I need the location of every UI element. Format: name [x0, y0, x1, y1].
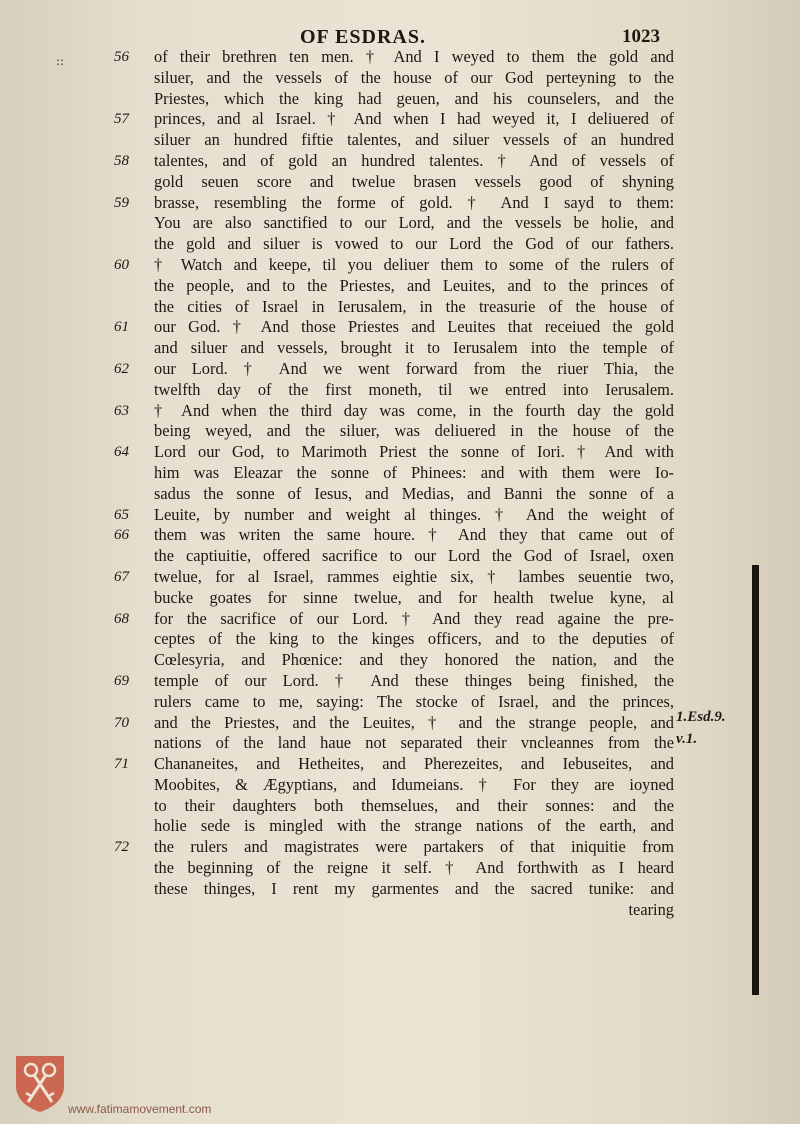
- verse-number: 68: [114, 610, 129, 627]
- verse-number: [114, 588, 150, 609]
- text-line: † And when the third day was come, in the fourth day the gold: [154, 400, 674, 420]
- text-line: holie sede is mingled with the strange nations of the earth, and: [154, 816, 674, 836]
- verse-number-column: [114, 47, 150, 879]
- verse-number: [114, 297, 150, 318]
- verse-number: 61: [114, 319, 129, 336]
- text-line: rulers came to me, saying: The stocke of Israel, and the princes,: [154, 691, 674, 711]
- text-line: and the Priestes, and the Leuites, † and the strange people, and: [154, 712, 674, 732]
- verse-number: 70: [114, 714, 129, 731]
- body-text: [154, 47, 674, 920]
- verse-number: [114, 421, 150, 442]
- text-line: them was writen the same houre. † And they that came out of: [154, 525, 674, 545]
- text-line: Lord our God, to Marimoth Priest the sonne of Iori. † And with: [154, 442, 674, 462]
- verse-number: 58: [114, 152, 129, 169]
- text-line: the captiuitie, offered sacrifice to our Lord the God of Israel, oxen: [154, 546, 674, 566]
- text-line: and siluer and vessels, brought it to Ierusalem into the temple of: [154, 338, 674, 358]
- text-line: brasse, resembling the forme of gold. † And I sayd to them:: [154, 192, 674, 212]
- margin-note-line: v.1.: [676, 731, 698, 747]
- text-line: the beginning of the reigne it self. † And forthwith as I heard: [154, 858, 674, 878]
- text-line: the people, and to the Priestes, and Leuites, and to the princes of: [154, 275, 674, 295]
- verse-number: [114, 380, 150, 401]
- verse-number: [114, 68, 150, 89]
- text-line: of their brethren ten men. † And I weyed to them the gold and: [154, 47, 674, 66]
- page-edge-bar: [752, 565, 759, 995]
- verse-number: [114, 629, 150, 650]
- text-line: Moobites, & Ægyptians, and Idumeians. † For they are ioyned: [154, 774, 674, 794]
- verse-number: [114, 775, 150, 796]
- verse-number: 57: [114, 111, 129, 128]
- verse-number: 60: [114, 256, 129, 273]
- text-line: our God. † And those Priestes and Leuites that receiued the gold: [154, 317, 674, 337]
- verse-number: [114, 276, 150, 297]
- verse-number: [114, 816, 150, 837]
- text-line: the gold and siluer is vowed to our Lord the God of our fathers.: [154, 234, 674, 254]
- verse-number: [114, 858, 150, 879]
- crossed-keys-shield-icon: [12, 1052, 68, 1114]
- text-line: You are also sanctified to our Lord, and the vessels be holie, and: [154, 213, 674, 233]
- left-margin-mark: ::: [56, 54, 65, 68]
- margin-cross-reference: [676, 706, 726, 750]
- text-line: for the sacrifice of our Lord. † And they read againe the pre-: [154, 608, 674, 628]
- verse-number: [114, 89, 150, 110]
- text-line: being weyed, and the siluer, was deliuered in the house of the: [154, 421, 674, 441]
- verse-number: 72: [114, 839, 129, 856]
- text-line: twelue, for al Israel, rammes eightie six, † lambes seuentie two,: [154, 566, 674, 586]
- text-line: him was Eleazar the sonne of Phinees: and with them were Io-: [154, 462, 674, 482]
- verse-number: [114, 463, 150, 484]
- text-line: twelfth day of the first moneth, til we entred into Ierusalem.: [154, 379, 674, 399]
- verse-number: [114, 650, 150, 671]
- text-line: tearing: [628, 899, 674, 919]
- verse-number: [114, 733, 150, 754]
- verse-number: [114, 234, 150, 255]
- running-title: OF ESDRAS.: [300, 26, 426, 48]
- verse-number: 62: [114, 360, 129, 377]
- text-line: Chananeites, and Hetheites, and Pherezeites, and Iebuseites, and: [154, 754, 674, 774]
- verse-number: [114, 796, 150, 817]
- text-line: Leuite, by number and weight al thinges. † And the weight of: [154, 504, 674, 524]
- verse-number: [114, 546, 150, 567]
- verse-number: 56: [114, 49, 129, 65]
- page-number: 1023: [622, 26, 660, 47]
- text-line: Priestes, which the king had geuen, and his counselers, and the: [154, 88, 674, 108]
- text-line: these thinges, I rent my garmentes and the sacred tunike: and: [154, 878, 674, 898]
- verse-number: [114, 172, 150, 193]
- text-line: Cœlesyria, and Phœnice: and they honored the nation, and the: [154, 650, 674, 670]
- verse-number: [114, 213, 150, 234]
- text-line: siluer an hundred fiftie talentes, and siluer vessels of an hundred: [154, 130, 674, 150]
- verse-number: 71: [114, 756, 129, 773]
- verse-number: 63: [114, 402, 129, 419]
- text-line: nations of the land haue not separated their vncleannes from the: [154, 733, 674, 753]
- website-watermark: www.fatimamovement.com: [68, 1102, 212, 1116]
- text-line: to their daughters both themselues, and their sonnes: and the: [154, 795, 674, 815]
- text-line: bucke goates for sinne twelue, and for health twelue kyne, al: [154, 587, 674, 607]
- verse-number: [114, 338, 150, 359]
- text-line: temple of our Lord. † And these thinges being finished, the: [154, 670, 674, 690]
- verse-number: 67: [114, 568, 129, 585]
- text-line: the cities of Israel in Ierusalem, in the treasurie of the house of: [154, 296, 674, 316]
- text-line: † Watch and keepe, til you deliuer them to some of the rulers of: [154, 254, 674, 274]
- verse-number: 66: [114, 527, 129, 544]
- verse-number: 65: [114, 506, 129, 523]
- verse-number: [114, 484, 150, 505]
- verse-number: 64: [114, 444, 129, 461]
- text-line: talentes, and of gold an hundred talentes. † And of vessels of: [154, 150, 674, 170]
- margin-note-line: 1.Esd.9.: [676, 709, 726, 725]
- verse-number: [114, 692, 150, 713]
- text-line: the rulers and magistrates were partakers of that iniquitie from: [154, 837, 674, 857]
- text-line: princes, and al Israel. † And when I had weyed it, I deliuered of: [154, 109, 674, 129]
- verse-number: 59: [114, 194, 129, 211]
- verse-number: [114, 130, 150, 151]
- text-line: sadus the sonne of Iesus, and Medias, and Banni the sonne of a: [154, 483, 674, 503]
- text-line: ceptes of the king to the kinges officers, and to the deputies of: [154, 629, 674, 649]
- text-line: siluer, and the vessels of the house of our God perteyning to the: [154, 67, 674, 87]
- text-line: gold seuen score and twelue brasen vessels good of shyning: [154, 171, 674, 191]
- text-line: our Lord. † And we went forward from the riuer Thia, the: [154, 358, 674, 378]
- verse-number: 69: [114, 672, 129, 689]
